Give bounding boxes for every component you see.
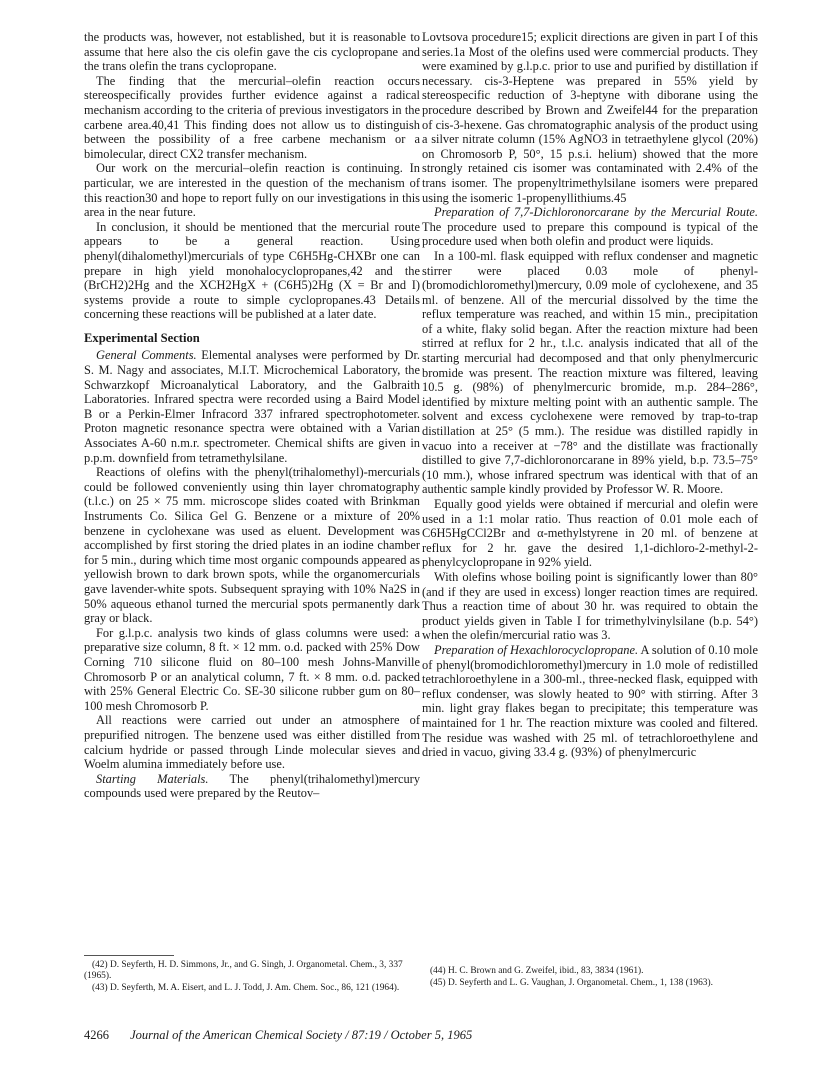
paragraph-text: The procedure used to prepare this compound is typical of the procedure used when both olefin and product were liquids. [422, 219, 758, 249]
paragraph: Reactions of olefins with the phenyl(trihalomethyl)-mercurials could be followed conveniently using thin layer chromatography (t.l.c.) on 25 × 75 mm. microscope slides coated with Brinkman Instruments Co. Silica Gel G. Benzene or a mixture of 20% benzene in cyclohexane was used as eluent. Development was accomplished by first storing the dried plates in an iodine chamber for 5 min., during which time most organic compounds appeared as yellowish brown to dark brown spots, while the organomercurials gave lavender-white spots. Subsequent spraying with 10% Na2S in 50% aqueous ethanol turned the mercurial spots permanently dark gray or black. [84, 465, 420, 626]
right-column [422, 30, 758, 760]
paragraph: Lovtsova procedure15; explicit directions are given in part I of this series.1a Most of the olefins used were commercial products. They were examined by g.l.p.c. prior to use and purified by distillation if necessary. cis-3-Heptene was prepared in 55% yield by stereospecific reduction of 3-heptyne with diborane using the procedure described by Brown and Zweifel44 for the preparation of cis-3-hexene. Gas chromatographic analysis of the product using a silver nitrate column (15% AgNO3 in tetraethylene glycol (20%) on Chromosorb P, 50°, 15 p.s.i. helium) showed that the more strongly retained cis isomer was contaminated with 2.4% of the trans isomer. The propenyltrimethylsilane isomers were prepared using the isomeric 1-propenyllithiums.45 [422, 30, 758, 205]
paragraph [422, 205, 758, 249]
footnotes-left [84, 960, 420, 995]
footnotes-right [422, 966, 758, 990]
paragraph-text: A solution of 0.10 mole of phenyl(bromodichloromethyl)mercury in 1.0 mole of redistilled tetrachloroethylene in a 300-ml., three-necked flask, equipped with reflux condenser, was slowly heated to 90° with stirring. After 3 min. light gray flakes began to precipitate; this temperature was maintained for 1 hr. The reaction mixture was cooled and filtered. The residue was washed with 25 ml. of tetrachloroethylene and dried in vacuo, giving 33.4 g. (93%) of phenylmercuric [422, 642, 759, 760]
run-in-heading: Starting Materials. [96, 771, 209, 786]
run-in-heading: Preparation of Hexachlorocyclopropane. [434, 642, 639, 657]
footnote: (45) D. Seyferth and L. G. Vaughan, J. Organometal. Chem., 1, 138 (1963). [430, 978, 713, 988]
paragraph: Our work on the mercurial–olefin reaction is continuing. In particular, we are interested in the question of the mechanism of this reaction30 and hope to report fully on our investigations in this area in the near future. [84, 161, 420, 220]
page-number: 4266 [84, 1028, 109, 1042]
footnote: (43) D. Seyferth, M. A. Eisert, and L. J. Todd, J. Am. Chem. Soc., 86, 121 (1964). [92, 983, 400, 993]
paragraph [422, 643, 758, 760]
run-in-heading: General Comments. [96, 348, 197, 363]
footnote: (44) H. C. Brown and G. Zweifel, ibid., 83, 3834 (1961). [430, 966, 644, 976]
left-column [84, 30, 420, 801]
journal-citation: Journal of the American Chemical Society / 87:19 / October 5, 1965 [130, 1028, 473, 1042]
paragraph [84, 772, 420, 801]
paragraph: With olefins whose boiling point is significantly lower than 80° (and if they are used in excess) longer reaction times are required. Thus a reaction time of about 30 hr. was required to obtain the product yields given in Table I for trimethylvinylsilane (b.p. 54°) when the olefin/mercurial ratio was 3. [422, 569, 758, 643]
paragraph: Equally good yields were obtained if mercurial and olefin were used in a 1:1 molar ratio. Thus reaction of 0.01 mole each of C6H5HgCCl2Br and α-methylstyrene in 20 ml. of benzene at reflux for 2 hr. gave the desired 1,1-dichloro-2-methyl-2-phenylcyclopropane in 92% yield. [422, 497, 758, 570]
paragraph-text: Elemental analyses were performed by Dr. S. M. Nagy and associates, M.I.T. Microchemical Laboratory, the Schwarzkopf Microanalytical Laboratory, and the Galbraith Laboratories. Infrared spectra were recorded using a Baird Model B or a Perkin-Elmer Infracord 337 infrared spectrophotometer. Proton magnetic resonance spectra were obtained with a Varian Associates A-60 n.m.r. spectrometer. Chemical shifts are given in p.p.m. downfield from tetramethylsilane. [84, 348, 420, 465]
paragraph: All reactions were carried out under an atmosphere of prepurified nitrogen. The benzene used was either distilled from calcium hydride or passed through Linde molecular sieves and Woelm alumina immediately before use. [84, 713, 420, 772]
section-heading: Experimental Section [84, 330, 200, 345]
paragraph: In conclusion, it should be mentioned that the mercurial route appears to be a general reaction. Using phenyl(dihalomethyl)mercurials of type C6H5Hg-CHXBr one can prepare in high yield monohalocyclopropanes,42 and the (BrCH2)2Hg and the XCH2HgX + (C6H5)2Hg (X = Br and I) systems provide a route to simple cyclopropanes.43 Details concerning these reactions will be published at a later date. [84, 219, 420, 322]
footnote: (42) D. Seyferth, H. D. Simmons, Jr., and G. Singh, J. Organometal. Chem., 3, 337 (1965). [84, 960, 403, 981]
paragraph-text: The phenyl(trihalomethyl)mercury compounds used were prepared by the Reutov– [84, 771, 421, 801]
paragraph [84, 348, 420, 465]
page-footer [84, 1028, 472, 1043]
paragraph: The finding that the mercurial–olefin reaction occurs stereospecifically provides further evidence against a radical mechanism according to the criteria of previous investigators in the carbene area.40,41 This finding does not allow us to distinguish between the possibility of a free carbene mechanism or a bimolecular, direct CX2 transfer mechanism. [84, 73, 420, 161]
paragraph: For g.l.p.c. analysis two kinds of glass columns were used: a preparative size column, 8 ft. × 12 mm. o.d. packed with 25% Dow Corning 710 silicone fluid on 80–100 mesh Johns-Manville Chromosorb P or an analytical column, 7 ft. × 8 mm. o.d. packed with 25% General Electric Co. SE-30 silicone rubber gum on 80–100 mesh Chromosorb P. [84, 625, 420, 713]
footnote-rule [84, 955, 174, 956]
paragraph: In a 100-ml. flask equipped with reflux condenser and magnetic stirrer were placed 0.03 mole of phenyl-(bromodichloromethyl)mercury, 0.09 mole of cyclohexene, and 35 ml. of benzene. All of the mercurial dissolved by the time the reflux temperature was reached, and within 15 min., precipitation of a white, flaky solid began. After the reaction mixture had been stirred at reflux for 2 hr., t.l.c. analysis indicated that all of the starting mercurial had decomposed and that only phenylmercuric bromide was present. The reaction mixture was filtered, leaving 10.5 g. (98%) of phenylmercuric bromide, m.p. 284–286°, identified by mixture melting point with an authentic sample. The solvent and excess cyclohexene were removed by trap-to-trap distillation at 25° (5 mm.). The residue was distilled rapidly in vacuo into a receiver at −78° and the distillate was fractionally distilled to give 7,7-dichloronorcarane in 89% yield, b.p. 73.5–75° (10 mm.), whose infrared spectrum was identical with that of an authentic sample kindly provided by Professor W. R. Moore. [422, 248, 758, 497]
run-in-heading: Preparation of 7,7-Dichloronorcarane by the Mercurial Route. [434, 205, 758, 220]
paragraph: the products was, however, not established, but it is reasonable to assume that here also the cis olefin gave the cis cyclopropane and the trans olefin the trans cyclopropane. [84, 30, 420, 74]
